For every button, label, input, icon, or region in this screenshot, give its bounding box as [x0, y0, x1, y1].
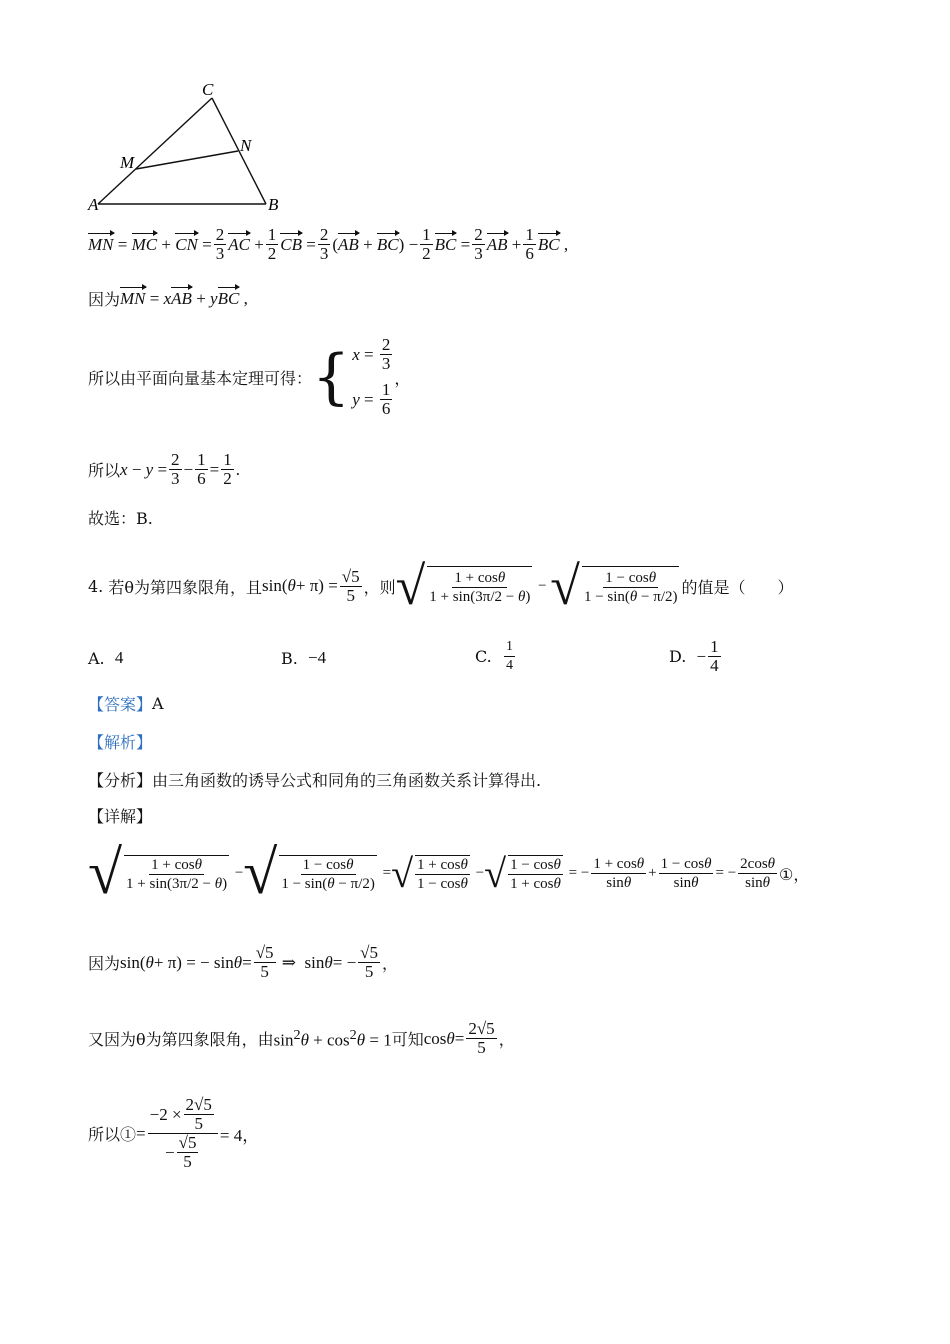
- detail-equation: √ $\frac{1 + \cos\theta}{1 + \sin(3\pi/2 - \theta)}$ − √ $\frac{1 - \cos\theta}{1 - \sin(\theta - \pi/2)}$ = √ $\frac{1 + \cos\theta}{1 - \cos\theta}$ − √ $\frac{1 - \cos\theta}{1 + \cos\theta}$ = − $\frac{1 + \cos\theta}{\sin\theta}$ + $\frac{1 - \cos\theta}{\sin\theta}$ = − $\frac{2\cos\theta}{\sin\theta}$ ①，: [88, 839, 810, 907]
- final-line: 所以① = −2 × $\frac{2√5}{5}$ − $\frac{√5}{5}$ = 4，: [88, 1095, 260, 1171]
- x-minus-y-line: 所以 x − y = $\frac{2}{3}$ − $\frac{1}{6}$ = $\frac{1}{2}$ .: [88, 450, 240, 488]
- because-prefix: 因为: [88, 290, 121, 309]
- label-M: M: [120, 153, 135, 172]
- because2-prefix: 因为: [88, 954, 121, 973]
- label-N: N: [240, 136, 252, 155]
- q4-stem-a: 若θ为第四象限角，且: [108, 577, 262, 597]
- question-4: 4. 若θ为第四象限角，且 sin( θ + π) = $\frac{√5}{5}$ ，则 √ $\frac{1 + \cos\theta}{1 + \sin(3\pi/2 - \theta)}$ − √ $\frac{1 - \cos\theta}{1 - \sin(\theta - \pi/2)}$ 的值是（ ）: [88, 556, 794, 616]
- final-prefix: 所以①: [88, 1125, 137, 1144]
- because-line-2: 因为 sin( θ + π) = − sin θ = $\frac{√5}{5}$ ⇒ sin θ = − $\frac{√5}{5}$ ，: [88, 943, 399, 981]
- option-d: D. − $\frac{1}{4}$: [669, 637, 719, 675]
- answer-value: A: [152, 694, 164, 713]
- vector-equation: MN = MC + CN = $\frac{2}{3}$ AC + $\frac{1}{2}$ CB = $\frac{2}{3}$ ( AB + BC ) − $\frac{1}{2}$ BC = $\frac{2}{3}$ AB + $\frac{1}{6}$ BC ,: [88, 225, 569, 263]
- theorem-suffix: ，: [394, 368, 411, 388]
- choose-line: 故选：B.: [88, 509, 153, 528]
- fenxi-line: [88, 768, 541, 791]
- q4-stem-c: 的值是（ ）: [681, 577, 794, 597]
- detail-suffix: ①，: [779, 867, 810, 884]
- option-c: C. $\frac{1}{4}$: [475, 639, 513, 673]
- fenxi-tag: 【分析】: [88, 771, 153, 790]
- because2-suffix: ，: [382, 954, 399, 973]
- q4-number: 4.: [88, 576, 104, 596]
- fenxi-text: 由三角函数的诱导公式和同角的三角函数关系计算得出.: [152, 771, 542, 790]
- final-result: = 4，: [219, 1126, 260, 1145]
- xy-prefix: 所以: [88, 461, 121, 480]
- q4-stem-b: ，则: [363, 577, 396, 597]
- theorem-prefix: 所以由平面向量基本定理可得：: [88, 368, 313, 388]
- option-b: B. −4: [281, 648, 327, 668]
- analysis-tag: 【解析】: [88, 733, 153, 752]
- label-C: C: [202, 80, 214, 99]
- triangle-figure: [80, 78, 300, 218]
- answer-line: [88, 692, 164, 715]
- label-A: A: [88, 195, 99, 214]
- label-B: B: [268, 195, 279, 214]
- answer-tag: 【答案】: [88, 695, 153, 714]
- also-line: 又因为θ为第四象限角，由 $\sin^2\theta + \cos^2\theta = 1$ 可知 cos θ = $\frac{2√5}{5}$ ，: [88, 1019, 515, 1057]
- detail-tag: 【详解】: [88, 807, 153, 826]
- because-line: 因为 MN = xAB + yBC ,: [88, 288, 248, 309]
- also-suffix: ，: [498, 1030, 515, 1049]
- also-prefix: 又因为θ为第四象限角，由: [88, 1030, 274, 1049]
- also-mid: 可知: [391, 1030, 424, 1049]
- option-a: A. 4: [88, 648, 124, 668]
- theorem-line: 所以由平面向量基本定理可得： { x = $\frac{2}{3}$ y = $\frac{1}{6}$ ，: [88, 335, 411, 418]
